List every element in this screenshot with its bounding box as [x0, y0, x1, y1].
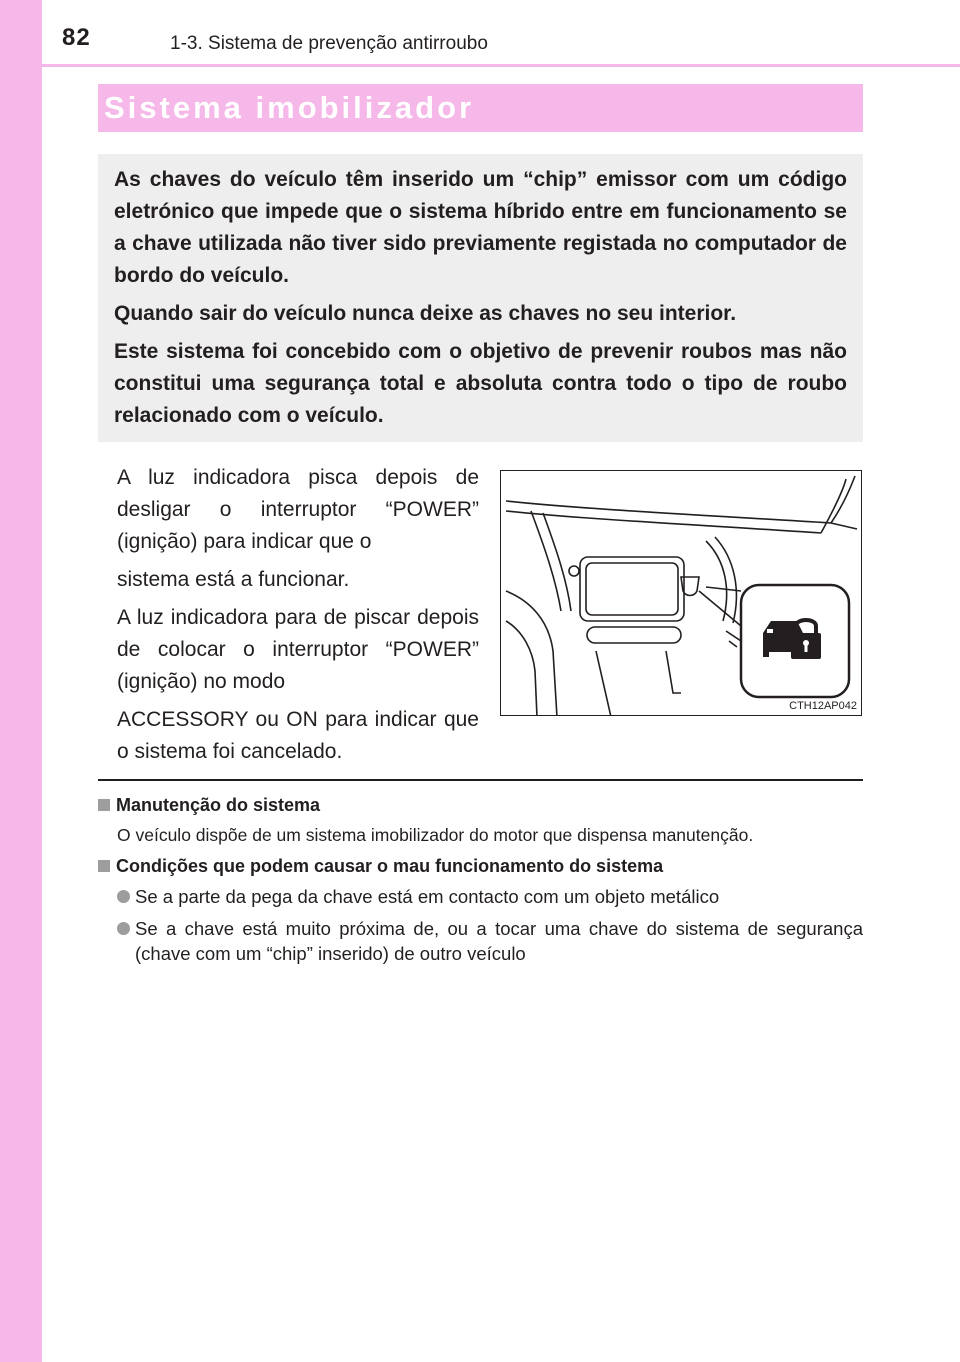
list-item-text: Se a parte da pega da chave está em contacto com um objeto metálico	[135, 886, 720, 907]
header-line	[42, 64, 960, 67]
figure-code: CTH12AP042	[789, 700, 857, 712]
side-strip	[0, 0, 42, 1362]
list-item	[117, 884, 863, 909]
intro-paragraph: Este sistema foi concebido com o objetivo de prevenir roubos mas não constitui uma segurança total e absoluta contra todo o tipo de roubo relacionado com o veículo.	[114, 340, 847, 427]
maintenance-heading	[98, 795, 320, 816]
intro-box	[98, 154, 863, 442]
maintenance-heading-text: Manutenção do sistema	[116, 795, 321, 815]
indicator-description	[117, 462, 479, 774]
intro-paragraph: As chaves do veículo têm inserido um “chip” emissor com um código eletrónico que impede que o sistema híbrido entre em funcionamento se a chave utilizada não tiver sido previamente registada no computador de bordo do veículo.	[114, 168, 847, 287]
circle-bullet-icon	[117, 890, 130, 903]
circle-bullet-icon	[117, 922, 130, 935]
divider	[98, 779, 863, 781]
dashboard-illustration	[500, 470, 862, 716]
indicator-paragraph: ACCESSORY ou ON para indicar que o sistema foi cancelado.	[117, 708, 479, 763]
conditions-heading	[98, 856, 663, 877]
list-item-text: Se a chave está muito próxima de, ou a tocar uma chave do sistema de segurança (chave com um “chip” inserido) de outro veículo	[135, 918, 863, 964]
page-title: Sistema imobilizador	[104, 90, 475, 125]
square-bullet-icon	[98, 860, 110, 872]
maintenance-text: O veículo dispõe de um sistema imobilizador do motor que dispensa manutenção.	[117, 825, 754, 845]
indicator-paragraph: A luz indicadora pisca depois de desligar o interruptor “POWER” (ignição) para indicar que o	[117, 466, 479, 553]
dashboard-drawing	[501, 471, 862, 716]
square-bullet-icon	[98, 799, 110, 811]
indicator-paragraph: sistema está a funcionar.	[117, 568, 350, 591]
section-title: 1-3. Sistema de prevenção antirroubo	[170, 33, 488, 54]
page-number: 82	[62, 24, 91, 51]
conditions-heading-text: Condições que podem causar o mau funcionamento do sistema	[116, 856, 664, 876]
list-item	[117, 916, 863, 966]
intro-paragraph: Quando sair do veículo nunca deixe as chaves no seu interior.	[114, 302, 737, 325]
indicator-paragraph: A luz indicadora para de piscar depois de colocar o interruptor “POWER” (ignição) no modo	[117, 606, 479, 693]
